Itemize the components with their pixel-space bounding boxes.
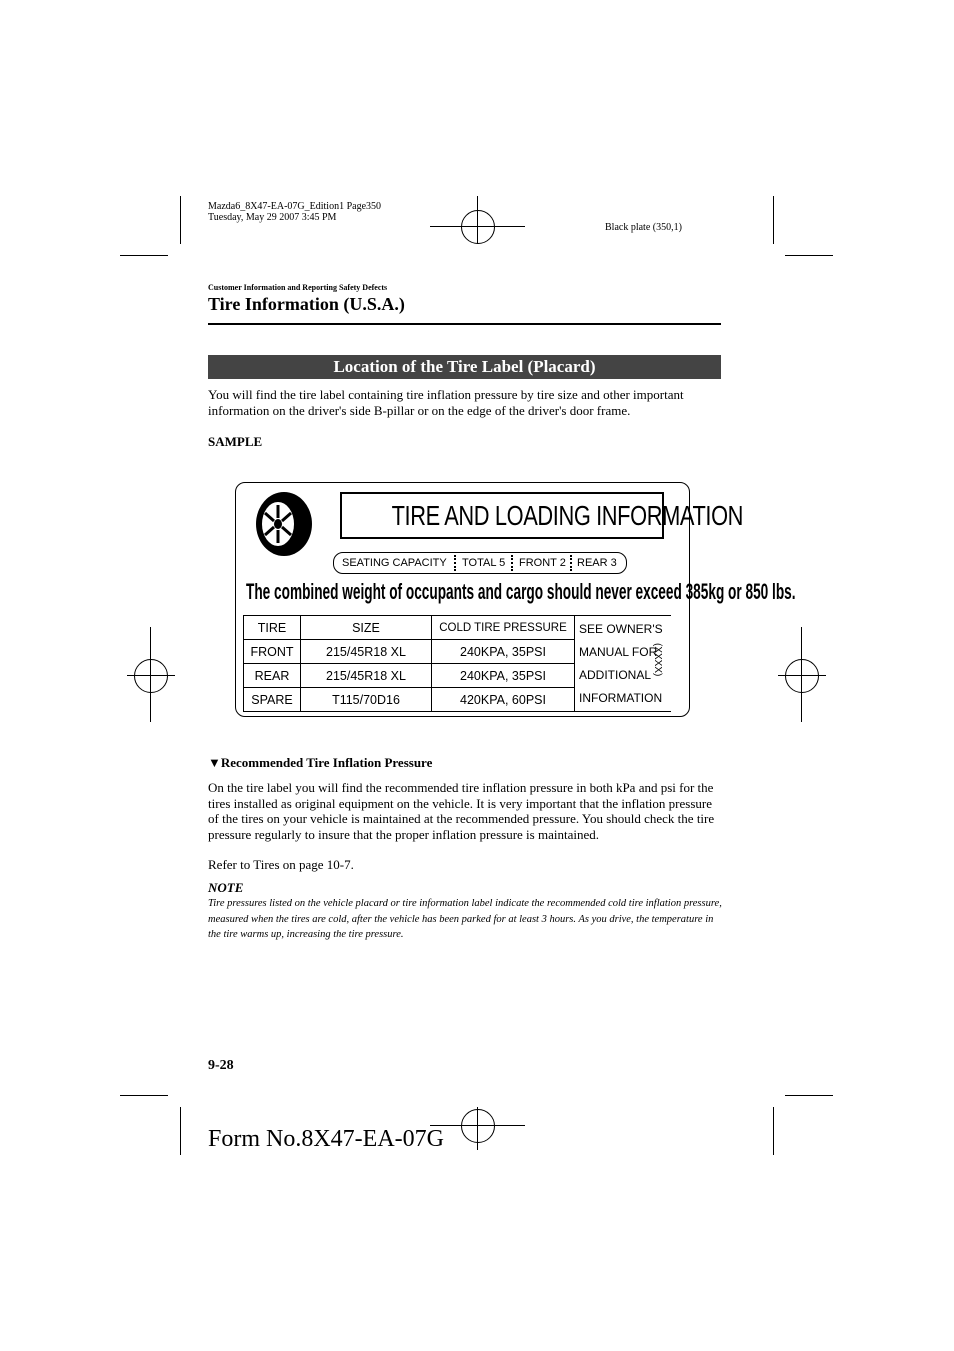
crop-mark [180,196,181,244]
combined-weight-text: The combined weight of occupants and cargo should never exceed 385kg or 850 lbs. [246,579,796,604]
seating-front: FRONT 2 [519,557,566,569]
title-rule [208,323,721,325]
registration-mark [461,210,495,244]
header-size: SIZE [301,616,432,640]
page-number: 9-28 [208,1058,234,1073]
seating-capacity-label: SEATING CAPACITY [342,557,447,569]
section-small-heading: Customer Information and Reporting Safety Defects [208,283,388,292]
registration-mark [785,659,819,693]
row-pressure: 240KPA, 35PSI [432,664,575,688]
crop-mark [785,1095,833,1096]
crop-mark [120,1095,168,1096]
triangle-icon: ▼ [208,755,221,770]
refer-text: Refer to Tires on page 10-7. [208,857,354,872]
seating-total: TOTAL 5 [462,557,506,569]
date-line: Tuesday, May 29 2007 3:45 PM [208,212,337,223]
section-title: Tire Information (U.S.A.) [208,294,405,314]
sample-label: SAMPLE [208,434,263,449]
placard-code: (XXXX) [652,643,663,677]
crop-mark [180,1107,181,1155]
row-tire: SPARE [244,688,301,712]
row-size: 215/45R18 XL [301,640,432,664]
plate-label: Black plate (350,1) [605,222,682,233]
crop-mark [785,255,833,256]
owners-manual-note: SEE OWNER'S MANUAL FOR ADDITIONAL INFORMATION [575,616,672,712]
placard-title: TIRE AND LOADING INFORMATION [340,492,664,539]
crop-mark [773,1107,774,1155]
note-text: Tire pressures listed on the vehicle placard or tire information label indicate the recommended cold tire inflation pressure, measured when the tires are cold, after the vehicle has been parked for at least 3 hours. As you drive, the temperature in the tire warms up, increasing the tire pressure. [208,898,722,940]
registration-mark [134,659,168,693]
file-line: Mazda6_8X47-EA-07G_Edition1 Page350 [208,201,382,212]
header-pressure: COLD TIRE PRESSURE [432,616,575,640]
header-tire: TIRE [244,616,301,640]
row-pressure: 420KPA, 60PSI [432,688,575,712]
crop-mark [120,255,168,256]
body-paragraph: On the tire label you will find the recommended tire inflation pressure in both kPa and psi for the tires installed as original equipment on the vehicle. It is very important that the inflation pressure of the tires on your vehicle is maintained at the recommended pressure. You should check the tire pressure regularly to insure that the proper inflation pressure is maintained. [208,780,715,842]
crop-mark [773,196,774,244]
tire-table [243,615,671,712]
seating-rear: REAR 3 [577,557,617,569]
registration-mark [461,1109,495,1143]
form-number: Form No.8X47-EA-07G [208,1126,444,1152]
subheading: ▼Recommended Tire Inflation Pressure [208,755,433,770]
tire-icon [254,491,314,557]
row-tire: FRONT [244,640,301,664]
seating-capacity-box [333,552,627,574]
intro-paragraph: You will find the tire label containing tire inflation pressure by tire size and other important information on the driver's side B-pillar or on the edge of the driver's door frame. [208,387,684,418]
row-size: T115/70D16 [301,688,432,712]
subsection-bar: Location of the Tire Label (Placard) [208,355,721,379]
tire-placard [235,482,796,717]
note-label: NOTE [208,880,244,895]
row-size: 215/45R18 XL [301,664,432,688]
row-tire: REAR [244,664,301,688]
row-pressure: 240KPA, 35PSI [432,640,575,664]
